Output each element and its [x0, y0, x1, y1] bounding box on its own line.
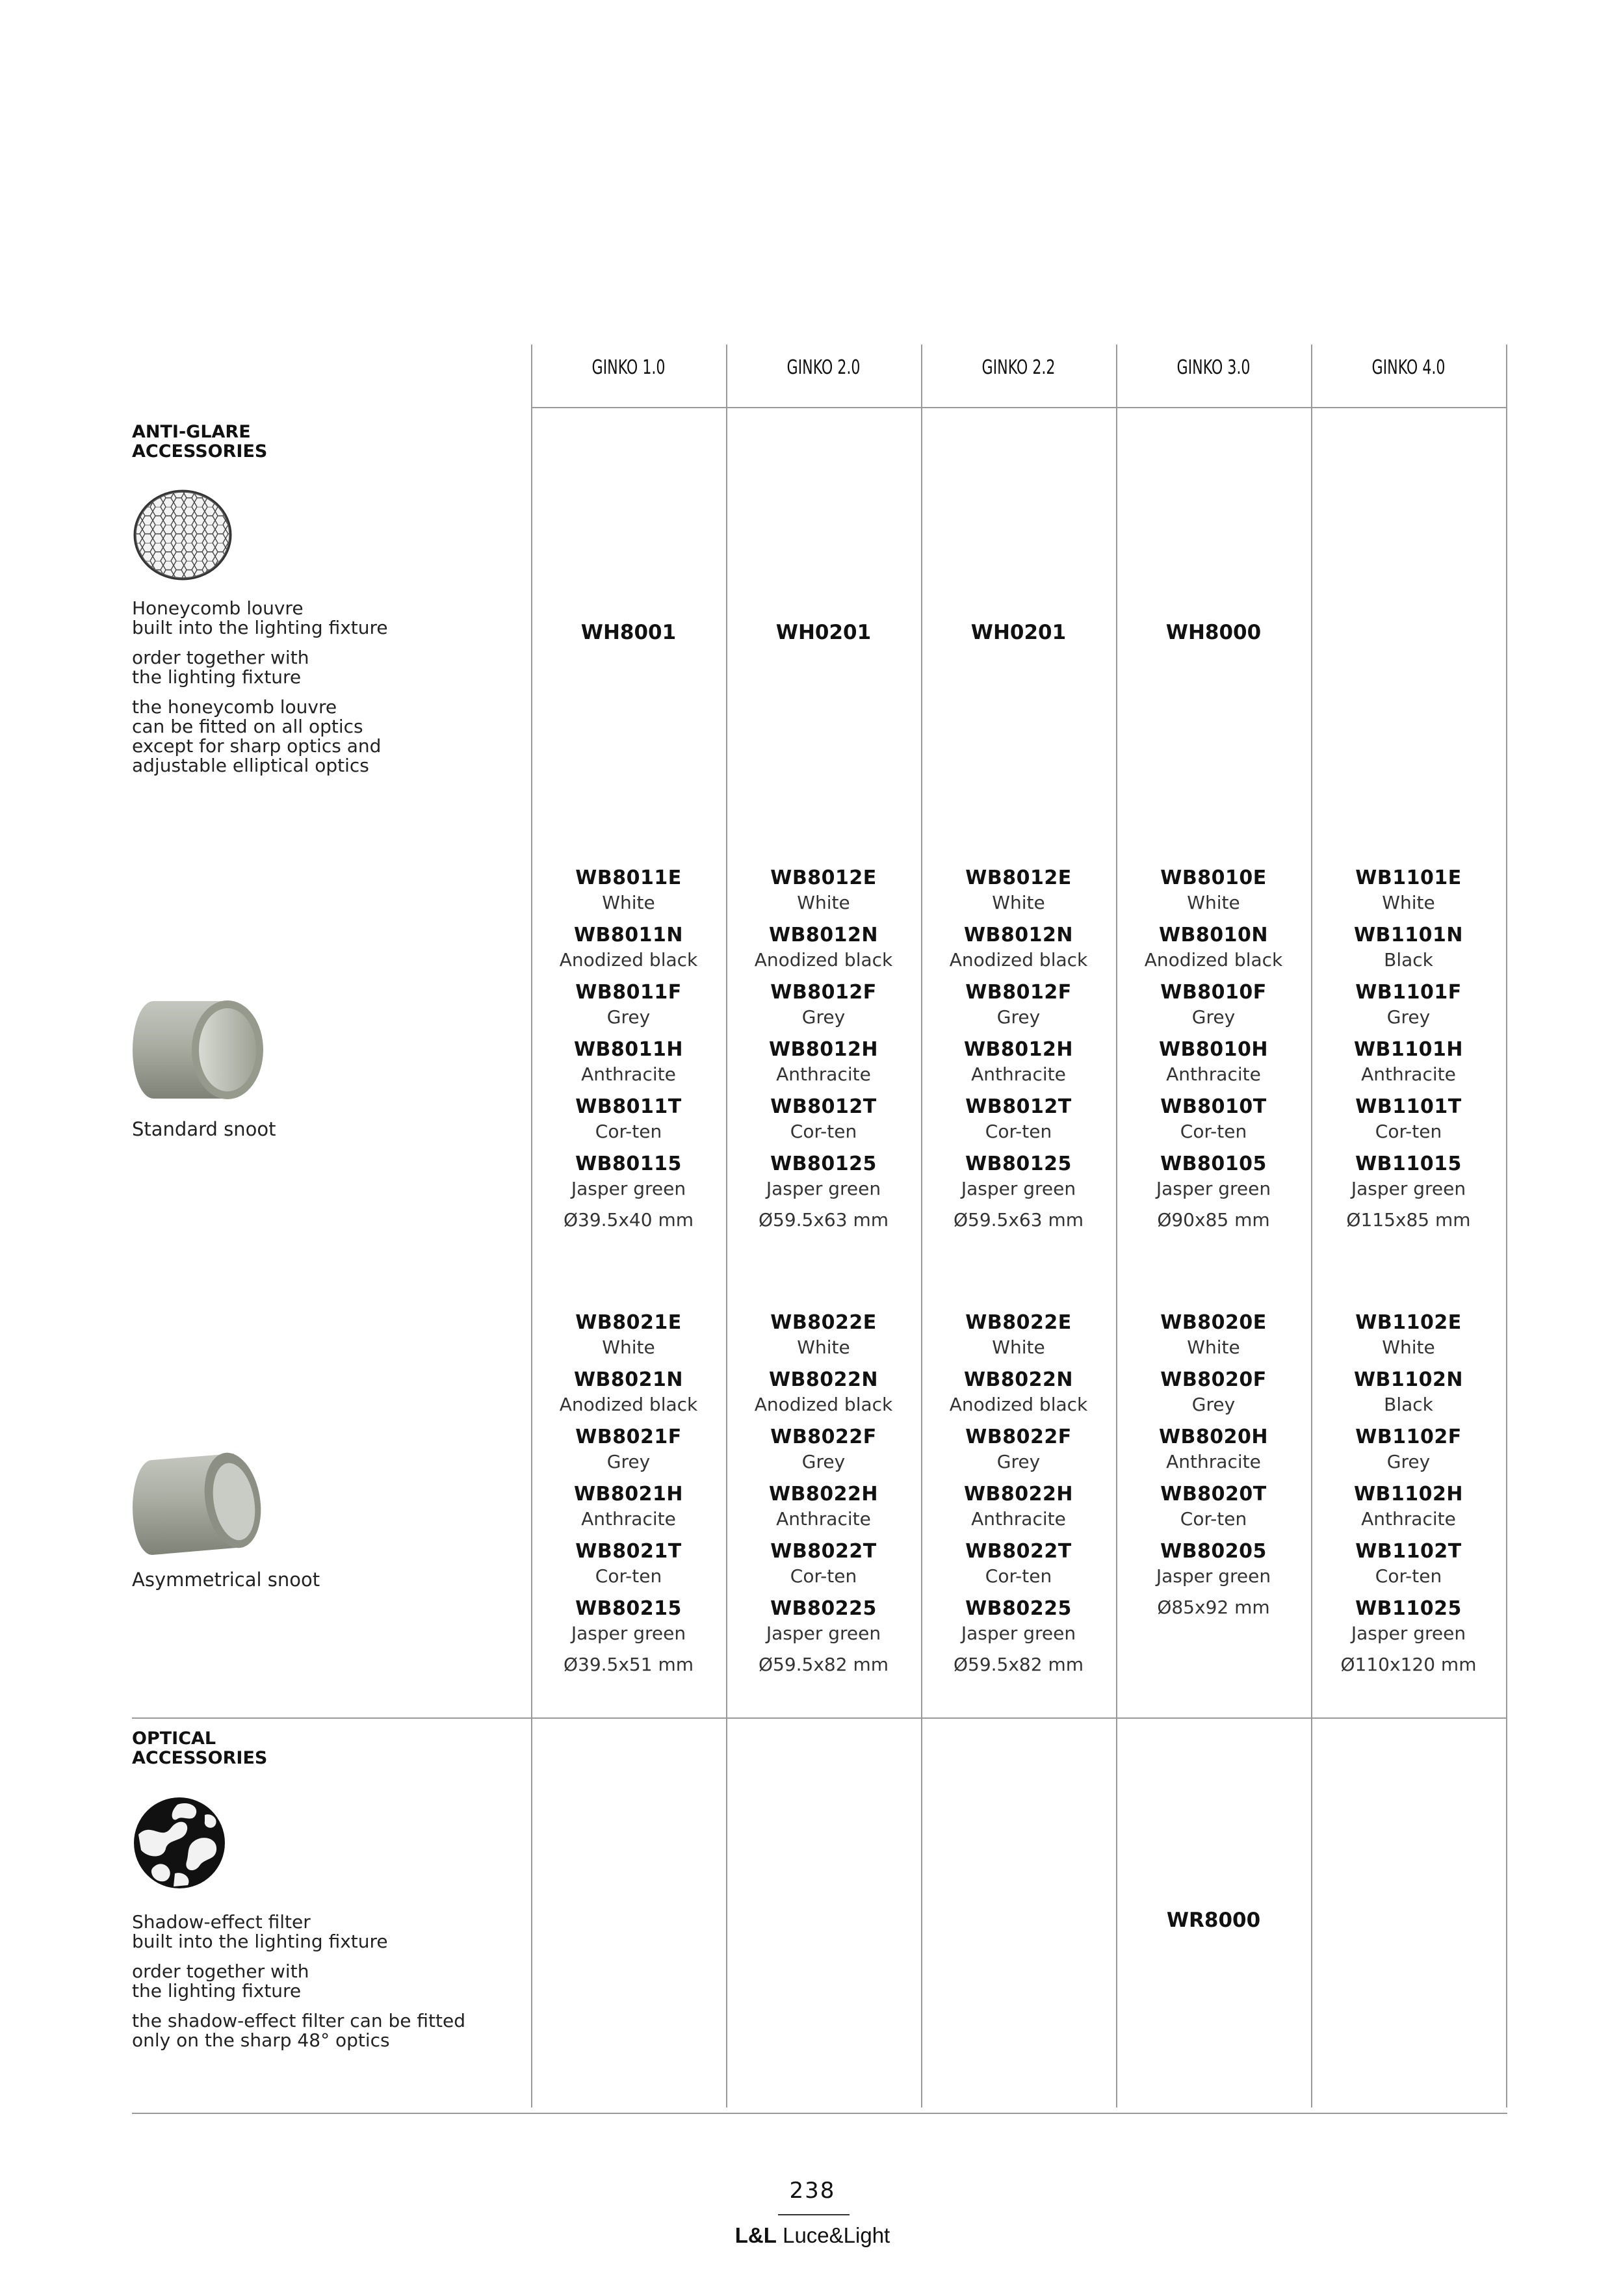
asymmetrical-snoot-cell: [532, 1310, 725, 1676]
desc-paragraph: the shadow-effect filter can be fitted only on the sharp 48° optics: [132, 2010, 465, 2051]
finish-colour: Grey: [606, 1451, 651, 1472]
page-number: 238: [789, 2178, 836, 2204]
finish-colour: Jasper green: [1351, 1623, 1466, 1644]
product-code: WB8022H: [768, 1483, 879, 1506]
finish-colour: White: [1187, 1337, 1240, 1358]
finish-colour: Cor-ten: [1180, 1121, 1247, 1142]
finish-colour: White: [1382, 1337, 1435, 1358]
finish-colour: Anthracite: [1361, 1063, 1456, 1085]
column-divider: [1506, 345, 1507, 2107]
finish-colour: Jasper green: [961, 1623, 1076, 1644]
product-code: WB8022F: [770, 1426, 877, 1448]
finish-colour: Anthracite: [581, 1508, 676, 1530]
product-code: WB80225: [965, 1597, 1072, 1620]
standard-snoot-icon: [130, 995, 270, 1105]
finish-colour: Anodized black: [949, 1394, 1088, 1415]
product-code: WB8020T: [1160, 1483, 1267, 1506]
finish-colour: Jasper green: [571, 1623, 686, 1644]
product-code: WB8011F: [575, 981, 682, 1004]
product-code: WB1102N: [1353, 1368, 1464, 1391]
product-code: WB80225: [770, 1597, 877, 1620]
finish-colour: Anthracite: [776, 1508, 871, 1530]
finish-colour: White: [992, 892, 1045, 913]
finish-colour: White: [602, 892, 655, 913]
product-code: WB1101H: [1353, 1038, 1464, 1061]
product-code: WB8012N: [768, 924, 879, 946]
product-code: WB8022F: [965, 1426, 1072, 1448]
product-code: WB11015: [1355, 1153, 1462, 1175]
product-code: WB8022N: [963, 1368, 1074, 1391]
honeycomb-code-ginko-3-0: WH8000: [1165, 621, 1262, 644]
product-code: WB8020E: [1160, 1311, 1267, 1334]
finish-colour: Grey: [606, 1006, 651, 1028]
brand-name: Luce&Light: [783, 2223, 890, 2247]
finish-colour: Grey: [1191, 1006, 1236, 1028]
finish-colour: Anthracite: [581, 1063, 676, 1085]
dimension: Ø85x92 mm: [1157, 1597, 1270, 1618]
shadow-filter-icon: [132, 1795, 227, 1890]
product-code: WB8011N: [573, 924, 684, 946]
column-header-ginko-2-0: GINKO 2.0: [786, 356, 861, 379]
product-code: WB1101F: [1355, 981, 1462, 1004]
product-code: WB8021F: [575, 1426, 682, 1448]
finish-colour: Cor-ten: [1375, 1565, 1442, 1587]
product-code: WB8021T: [575, 1540, 682, 1563]
section-title-antiglare: ANTI-GLARE ACCESSORIES: [132, 422, 268, 462]
finish-colour: Anthracite: [971, 1508, 1066, 1530]
finish-colour: Grey: [801, 1006, 846, 1028]
finish-colour: Jasper green: [1156, 1565, 1271, 1587]
dimension: Ø39.5x40 mm: [563, 1209, 694, 1231]
dimension: Ø110x120 mm: [1340, 1654, 1477, 1675]
desc-paragraph: the honeycomb louvre can be fitted on all optics except for sharp optics and adjustable elliptical optics: [132, 696, 382, 776]
product-code: WB8020H: [1158, 1426, 1269, 1448]
desc-paragraph: order together with the lighting fixture: [132, 647, 309, 688]
asymmetrical-snoot-icon: [130, 1450, 266, 1560]
product-code: WB8012H: [768, 1038, 879, 1061]
finish-colour: Cor-ten: [985, 1565, 1052, 1587]
finish-colour: Jasper green: [766, 1623, 881, 1644]
finish-colour: Anthracite: [776, 1063, 871, 1085]
product-code: WB8012T: [770, 1095, 877, 1118]
finish-colour: Cor-ten: [790, 1121, 857, 1142]
product-code: WB8021E: [575, 1311, 682, 1334]
column-header-ginko-1-0: GINKO 1.0: [591, 356, 666, 379]
brand-footer: [650, 2223, 975, 2248]
standard-snoot-cell: [922, 865, 1115, 1232]
honeycomb-icon: [132, 489, 233, 581]
dimension: Ø90x85 mm: [1157, 1209, 1270, 1231]
column-header-ginko-4-0: GINKO 4.0: [1371, 356, 1446, 379]
honeycomb-description: [132, 599, 496, 786]
standard-snoot-cell: [1117, 865, 1310, 1232]
product-code: WB80215: [575, 1597, 682, 1620]
product-code: WB8010T: [1160, 1095, 1267, 1118]
finish-colour: Cor-ten: [790, 1565, 857, 1587]
column-header-ginko-3-0: GINKO 3.0: [1176, 356, 1251, 379]
page-number-rule: [778, 2214, 850, 2215]
finish-colour: Anthracite: [971, 1063, 1066, 1085]
product-code: WB8021N: [573, 1368, 684, 1391]
finish-colour: Black: [1384, 1394, 1433, 1415]
finish-colour: Cor-ten: [1180, 1508, 1247, 1530]
finish-colour: Cor-ten: [595, 1565, 662, 1587]
finish-colour: White: [797, 1337, 850, 1358]
finish-colour: White: [1187, 892, 1240, 913]
product-code: WB8010H: [1158, 1038, 1269, 1061]
asymmetrical-snoot-cell: [922, 1310, 1115, 1676]
finish-colour: Anodized black: [754, 949, 893, 971]
product-code: WB1102T: [1355, 1540, 1462, 1563]
honeycomb-code-ginko-1-0: WH8001: [580, 621, 677, 644]
product-code: WB80125: [770, 1153, 877, 1175]
finish-colour: White: [602, 1337, 655, 1358]
asymmetrical-snoot-cell: [1117, 1310, 1310, 1619]
finish-colour: Anodized black: [949, 949, 1088, 971]
finish-colour: Anthracite: [1166, 1451, 1261, 1472]
finish-colour: Anodized black: [559, 949, 698, 971]
product-code: WB8010E: [1160, 867, 1267, 889]
product-code: WB8012F: [770, 981, 877, 1004]
dimension: Ø59.5x63 mm: [953, 1209, 1084, 1231]
standard-snoot-cell: [1312, 865, 1505, 1232]
product-code: WB1102F: [1355, 1426, 1462, 1448]
product-code: WB8022H: [963, 1483, 1074, 1506]
finish-colour: Jasper green: [1156, 1178, 1271, 1199]
product-code: WB8012E: [770, 867, 877, 889]
shadow-filter-code-ginko-3-0: WR8000: [1166, 1909, 1261, 1932]
finish-colour: Jasper green: [961, 1178, 1076, 1199]
desc-paragraph: Honeycomb louvre built into the lighting fixture: [132, 597, 388, 638]
product-code: WB8021H: [573, 1483, 684, 1506]
finish-colour: Anodized black: [1144, 949, 1283, 971]
product-code: WB8012H: [963, 1038, 1074, 1061]
finish-colour: Anodized black: [559, 1394, 698, 1415]
finish-colour: Jasper green: [571, 1178, 686, 1199]
asymmetrical-snoot-cell: [727, 1310, 920, 1676]
finish-colour: Black: [1384, 949, 1433, 971]
product-code: WB8012N: [963, 924, 1074, 946]
product-code: WB80125: [965, 1153, 1072, 1175]
desc-paragraph: order together with the lighting fixture: [132, 1961, 309, 2002]
finish-colour: Cor-ten: [985, 1121, 1052, 1142]
finish-colour: Grey: [1386, 1451, 1431, 1472]
finish-colour: Anodized black: [754, 1394, 893, 1415]
product-code: WB8012F: [965, 981, 1072, 1004]
finish-colour: Cor-ten: [1375, 1121, 1442, 1142]
honeycomb-code-ginko-2-0: WH0201: [775, 621, 872, 644]
product-code: WB1101E: [1355, 867, 1462, 889]
brand-logo-text: L&L: [734, 2223, 777, 2247]
asymmetrical-snoot-label: Asymmetrical snoot: [132, 1569, 320, 1591]
finish-colour: Anthracite: [1166, 1063, 1261, 1085]
product-code: WB11025: [1355, 1597, 1462, 1620]
section-title-optical: OPTICAL ACCESSORIES: [132, 1729, 268, 1768]
standard-snoot-cell: [532, 865, 725, 1232]
finish-colour: White: [797, 892, 850, 913]
product-code: WB1102E: [1355, 1311, 1462, 1334]
product-code: WB8022N: [768, 1368, 879, 1391]
product-code: WB8022E: [770, 1311, 877, 1334]
dimension: Ø59.5x82 mm: [758, 1654, 889, 1675]
honeycomb-code-ginko-2-2: WH0201: [970, 621, 1067, 644]
product-code: WB80205: [1160, 1540, 1267, 1563]
finish-colour: Cor-ten: [595, 1121, 662, 1142]
finish-colour: Grey: [801, 1451, 846, 1472]
finish-colour: Anthracite: [1361, 1508, 1456, 1530]
product-code: WB8011T: [575, 1095, 682, 1118]
product-code: WB8011E: [575, 867, 682, 889]
finish-colour: White: [1382, 892, 1435, 913]
finish-colour: Grey: [1191, 1394, 1236, 1415]
dimension: Ø59.5x63 mm: [758, 1209, 889, 1231]
product-code: WB1102H: [1353, 1483, 1464, 1506]
product-code: WB8012T: [965, 1095, 1072, 1118]
product-code: WB8011H: [573, 1038, 684, 1061]
product-code: WB8022E: [965, 1311, 1072, 1334]
product-code: WB8022T: [965, 1540, 1072, 1563]
desc-paragraph: Shadow-effect filter built into the lighting fixture: [132, 1911, 388, 1952]
section-rule: [132, 1717, 1507, 1719]
product-code: WB8010N: [1158, 924, 1269, 946]
standard-snoot-cell: [727, 865, 920, 1232]
product-code: WB8020F: [1160, 1368, 1267, 1391]
finish-colour: Jasper green: [1351, 1178, 1466, 1199]
product-code: WB8022T: [770, 1540, 877, 1563]
product-code: WB1101N: [1353, 924, 1464, 946]
product-code: WB80115: [575, 1153, 682, 1175]
product-code: WB8012E: [965, 867, 1072, 889]
standard-snoot-label: Standard snoot: [132, 1118, 276, 1140]
product-code: WB80105: [1160, 1153, 1267, 1175]
header-rule: [531, 407, 1507, 408]
table-bottom-rule: [132, 2113, 1507, 2114]
product-code: WB1101T: [1355, 1095, 1462, 1118]
finish-colour: White: [992, 1337, 1045, 1358]
asymmetrical-snoot-cell: [1312, 1310, 1505, 1676]
finish-colour: Grey: [1386, 1006, 1431, 1028]
shadow-filter-description: [132, 1912, 496, 2061]
dimension: Ø115x85 mm: [1346, 1209, 1471, 1231]
product-code: WB8010F: [1160, 981, 1267, 1004]
finish-colour: Grey: [996, 1006, 1041, 1028]
finish-colour: Jasper green: [766, 1178, 881, 1199]
dimension: Ø39.5x51 mm: [563, 1654, 694, 1675]
finish-colour: Grey: [996, 1451, 1041, 1472]
column-header-ginko-2-2: GINKO 2.2: [981, 356, 1056, 379]
dimension: Ø59.5x82 mm: [953, 1654, 1084, 1675]
